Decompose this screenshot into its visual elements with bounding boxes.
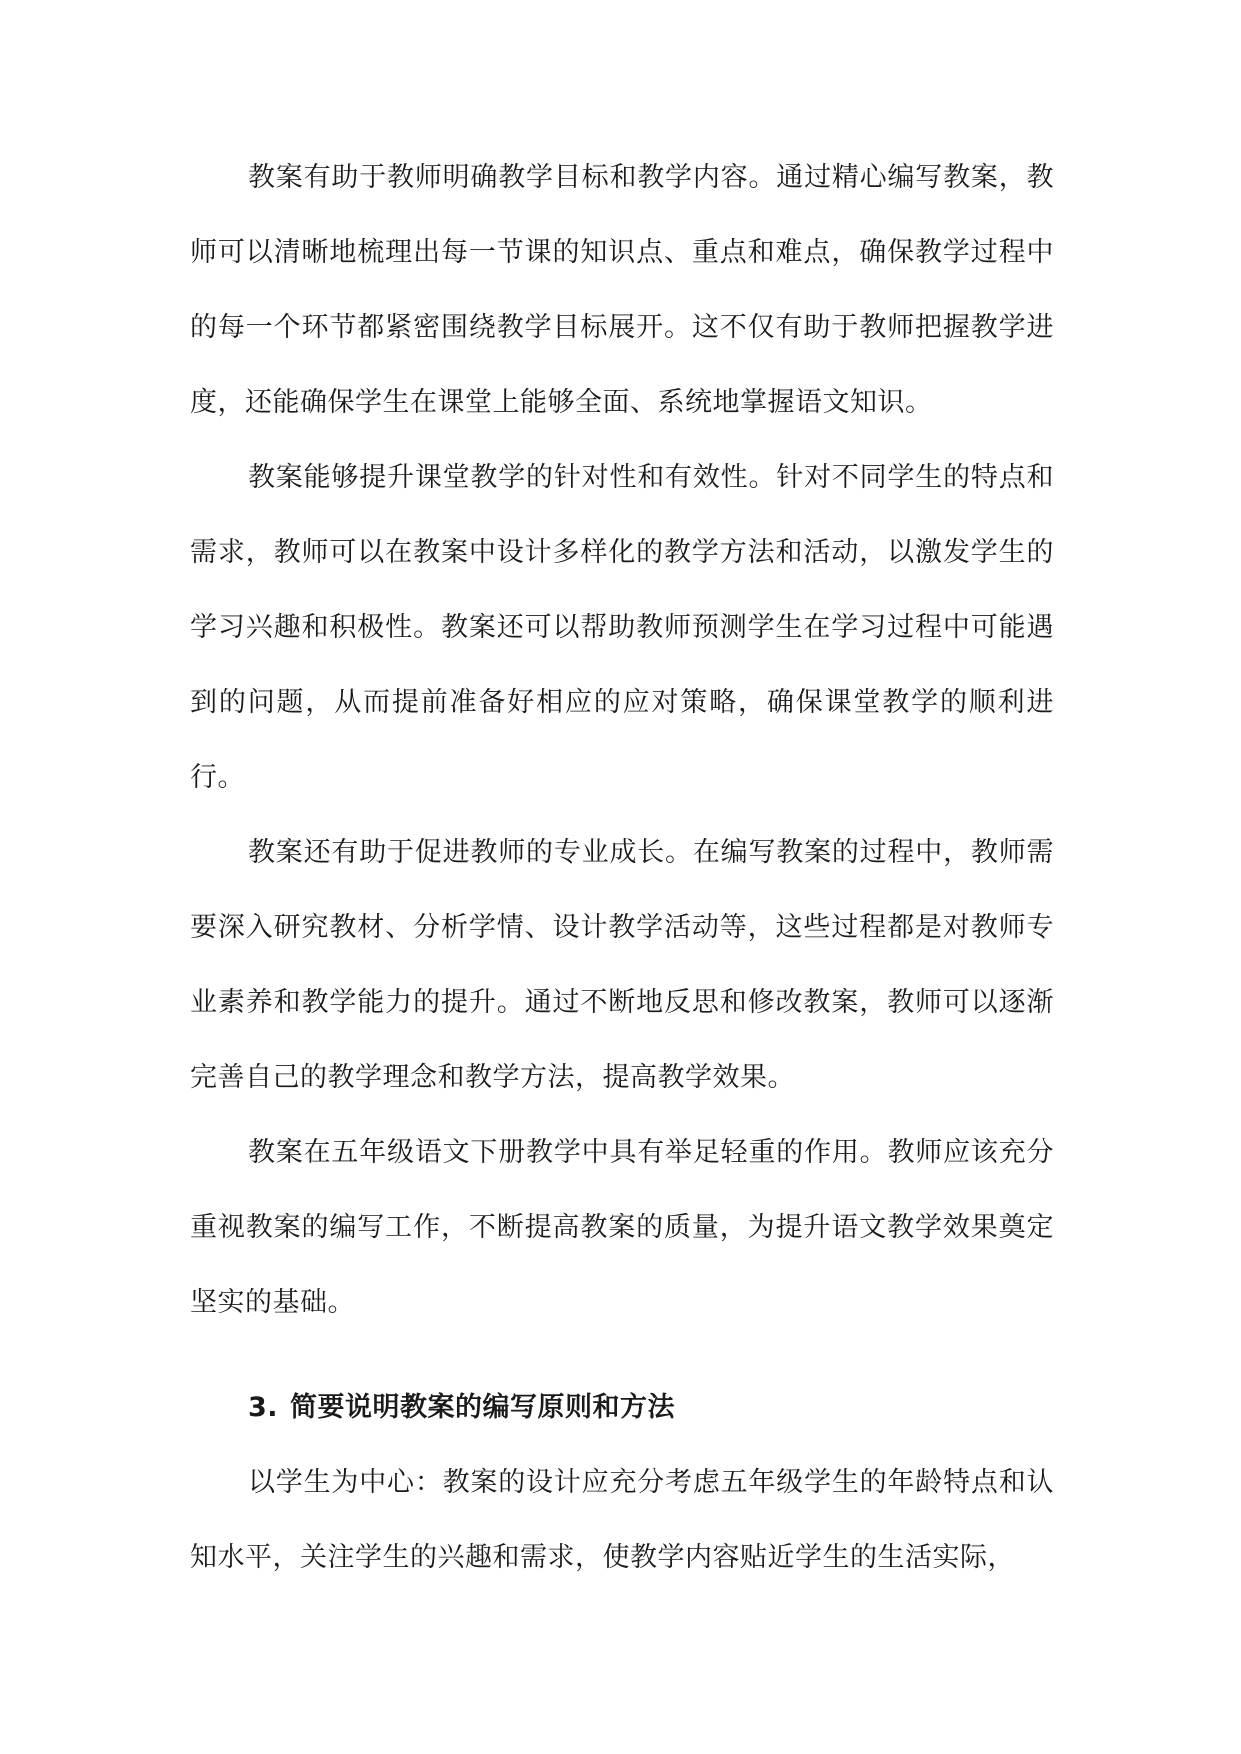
paragraph-1: 教案有助于教师明确教学目标和教学内容。通过精心编写教案，教师可以清晰地梳理出每一节课的知识点、重点和难点，确保教学过程中的每一个环节都紧密围绕教学目标展开。这不仅有助于教师把握教学进度，还能确保学生在课堂上能够全面、系统地掌握语文知识。 bbox=[190, 162, 1054, 418]
paragraph-2: 教案能够提升课堂教学的针对性和有效性。针对不同学生的特点和需求，教师可以在教案中设计多样化的教学方法和活动，以激发学生的学习兴趣和积极性。教案还可以帮助教师预测学生在学习过程中可能遇到的问题，从而提前准备好相应的应对策略，确保课堂教学的顺利进行。 bbox=[190, 462, 1054, 793]
paragraph-3: 教案还有助于促进教师的专业成长。在编写教案的过程中，教师需要深入研究教材、分析学情、设计教学活动等，这些过程都是对教师专业素养和教学能力的提升。通过不断地反思和修改教案，教师可以逐渐完善自己的教学理念和教学方法，提高教学效果。 bbox=[190, 837, 1054, 1093]
section-paragraph-1: 以学生为中心：教案的设计应充分考虑五年级学生的年龄特点和认知水平，关注学生的兴趣和需求，使教学内容贴近学生的生活实际， bbox=[190, 1467, 1054, 1573]
document-body bbox=[190, 140, 1054, 1595]
paragraph-4: 教案在五年级语文下册教学中具有举足轻重的作用。教师应该充分重视教案的编写工作，不断提高教案的质量，为提升语文教学效果奠定坚实的基础。 bbox=[190, 1137, 1054, 1318]
section-title: 简要说明教案的编写原则和方法 bbox=[290, 1392, 676, 1423]
section-number: 3. bbox=[248, 1392, 279, 1423]
section-heading bbox=[190, 1370, 1054, 1445]
